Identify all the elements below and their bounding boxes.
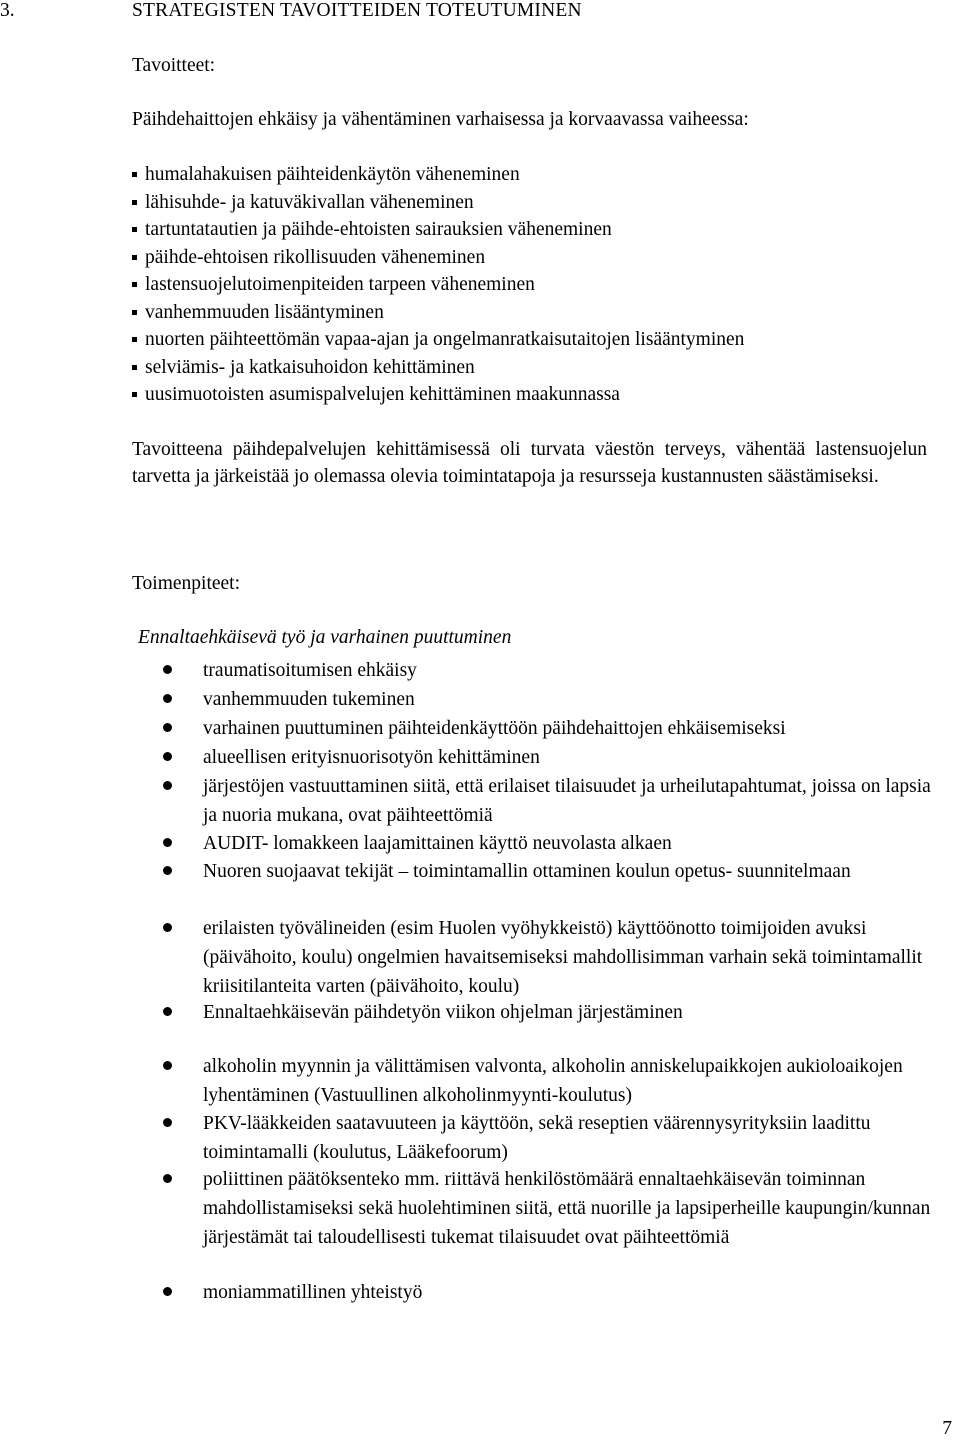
square-bullet-icon [132, 392, 137, 397]
goal-paragraph: Tavoitteena päihdepalvelujen kehittämisessä oli turvata väestön terveys, vähentää lastensuojelun tarvetta ja järkeistää jo olemassa olevia toimintatapoja ja resursseja kustannusten säästämiseksi. [132, 439, 927, 487]
tavoitteet-label: Tavoitteet: [132, 55, 216, 76]
goals-list [132, 163, 744, 411]
bullet-icon [163, 923, 172, 932]
list-item: tartuntatautien ja päihde-ehtoisten sairauksien väheneminen [132, 218, 744, 246]
square-bullet-icon [132, 282, 137, 287]
list-item: humalahakuisen päihteidenkäytön väheneminen [132, 163, 744, 191]
goals-subheading: Päihdehaittojen ehkäisy ja vähentäminen varhaisessa ja korvaavassa vaiheessa: [132, 109, 749, 130]
section-title: STRATEGISTEN TAVOITTEIDEN TOTEUTUMINEN [132, 0, 582, 21]
square-bullet-icon [132, 172, 137, 177]
list-item: päihde-ehtoisen rikollisuuden väheneminen [132, 246, 744, 274]
list-item: vanhemmuuden lisääntyminen [132, 301, 744, 329]
list-item: selviämis- ja katkaisuhoidon kehittäminen [132, 356, 744, 384]
bullet-icon [163, 781, 172, 790]
list-item: lastensuojelutoimenpiteiden tarpeen väheneminen [132, 273, 744, 301]
square-bullet-icon [132, 310, 137, 315]
prevention-heading: Ennaltaehkäisevä työ ja varhainen puuttuminen [138, 627, 512, 648]
square-bullet-icon [132, 200, 137, 205]
bullet-icon [163, 1007, 172, 1016]
bullet-icon [163, 694, 172, 703]
list-item: uusimuotoisten asumispalvelujen kehittäminen maakunnassa [132, 383, 744, 411]
bullet-icon [163, 1174, 172, 1183]
section-number: 3. [0, 0, 15, 21]
list-item: lähisuhde- ja katuväkivallan väheneminen [132, 191, 744, 219]
bullet-icon [163, 1287, 172, 1296]
square-bullet-icon [132, 337, 137, 342]
list-item: nuorten päihteettömän vapaa-ajan ja ongelmanratkaisutaitojen lisääntyminen [132, 328, 744, 356]
page-number: 7 [942, 1418, 952, 1439]
bullet-icon [163, 838, 172, 847]
bullet-icon [163, 866, 172, 875]
toimenpiteet-label: Toimenpiteet: [132, 573, 241, 594]
bullet-icon [163, 723, 172, 732]
bullet-icon [163, 1061, 172, 1070]
square-bullet-icon [132, 365, 137, 370]
bullet-icon [163, 665, 172, 674]
square-bullet-icon [132, 255, 137, 260]
bullet-icon [163, 1118, 172, 1127]
square-bullet-icon [132, 227, 137, 232]
bullet-icon [163, 752, 172, 761]
